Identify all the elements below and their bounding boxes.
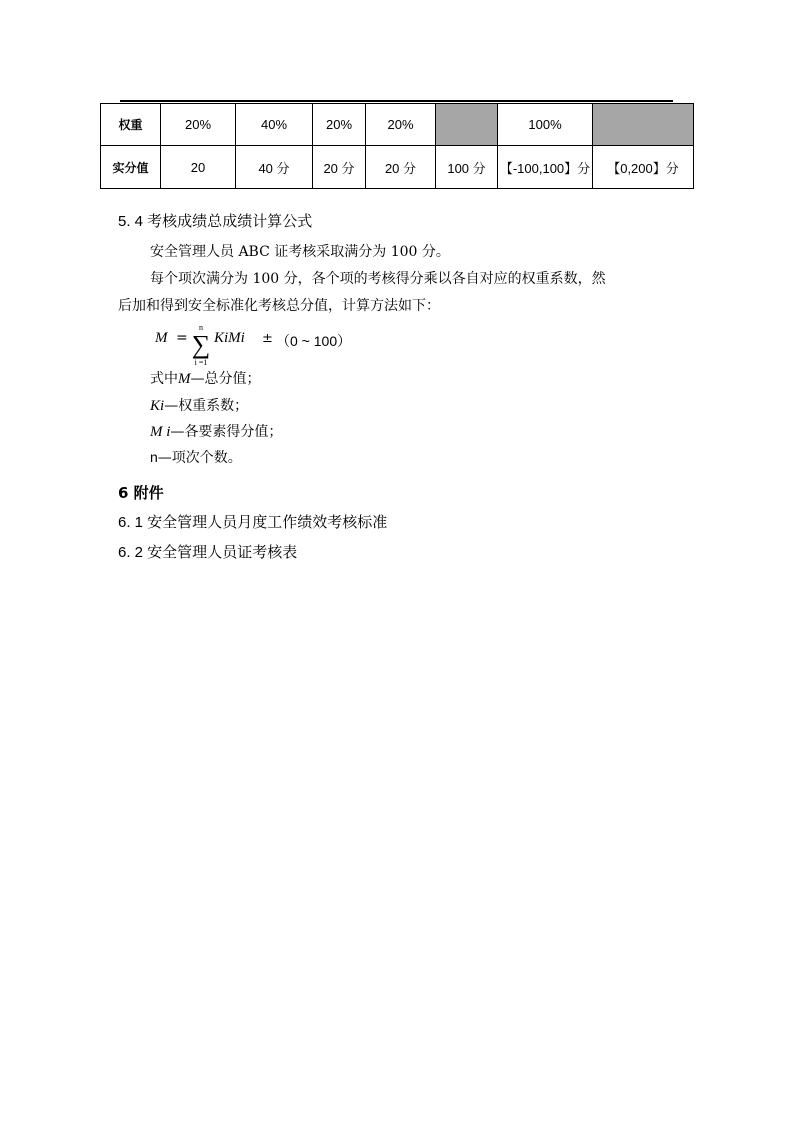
- table-cell: 20 分: [366, 146, 436, 189]
- table-cell: 20%: [313, 104, 366, 146]
- table-cell: 【-100,100】分: [498, 146, 593, 189]
- formula-term: KiMi: [214, 330, 245, 346]
- table-cell: 40%: [236, 104, 313, 146]
- paragraph: 安全管理人员 ABC 证考核采取满分为 100 分。: [150, 244, 450, 260]
- table-row: [101, 146, 694, 189]
- attachment-item: 6. 1 安全管理人员月度工作绩效考核标准: [118, 514, 388, 531]
- score-table: [100, 103, 694, 189]
- where-line: n—项次个数。: [150, 449, 242, 466]
- where-line: 式中M—总分值；: [150, 371, 261, 387]
- table-cell: 20: [161, 146, 236, 189]
- summation-symbol: n ∑ i =1: [191, 323, 211, 367]
- sum-upper: n: [199, 323, 203, 332]
- where-line: Ki—权重系数；: [150, 398, 249, 414]
- sum-lower: i =1: [194, 358, 208, 367]
- table-row: [101, 104, 694, 146]
- formula-range: （0 ~ 100）: [276, 333, 352, 349]
- table-cell: 100%: [498, 104, 593, 146]
- formula-lhs: M: [155, 330, 168, 346]
- table-cell-shaded: [436, 104, 498, 146]
- row-label: 权重: [101, 104, 161, 146]
- row-label: 实分值: [101, 146, 161, 189]
- where-line: M i—各要素得分值；: [150, 424, 283, 440]
- table-cell: 【0,200】分: [593, 146, 694, 189]
- formula-equals: =: [176, 330, 188, 346]
- paragraph: 每个项次满分为 100 分，各个项的考核得分乘以各自对应的权重系数，然: [150, 271, 606, 287]
- table-cell: 20%: [366, 104, 436, 146]
- table-cell-shaded: [593, 104, 694, 146]
- table-top-rule: [120, 100, 673, 102]
- section-heading: 6 附件: [118, 484, 164, 502]
- table-cell: 100 分: [436, 146, 498, 189]
- attachment-item: 6. 2 安全管理人员证考核表: [118, 544, 298, 561]
- formula-pm: ±: [262, 331, 273, 346]
- table-cell: 40 分: [236, 146, 313, 189]
- table-cell: 20%: [161, 104, 236, 146]
- paragraph: 后加和得到安全标准化考核总分值，计算方法如下：: [118, 298, 440, 314]
- section-heading: 5. 4 考核成绩总成绩计算公式: [118, 213, 313, 230]
- table-cell: 20 分: [313, 146, 366, 189]
